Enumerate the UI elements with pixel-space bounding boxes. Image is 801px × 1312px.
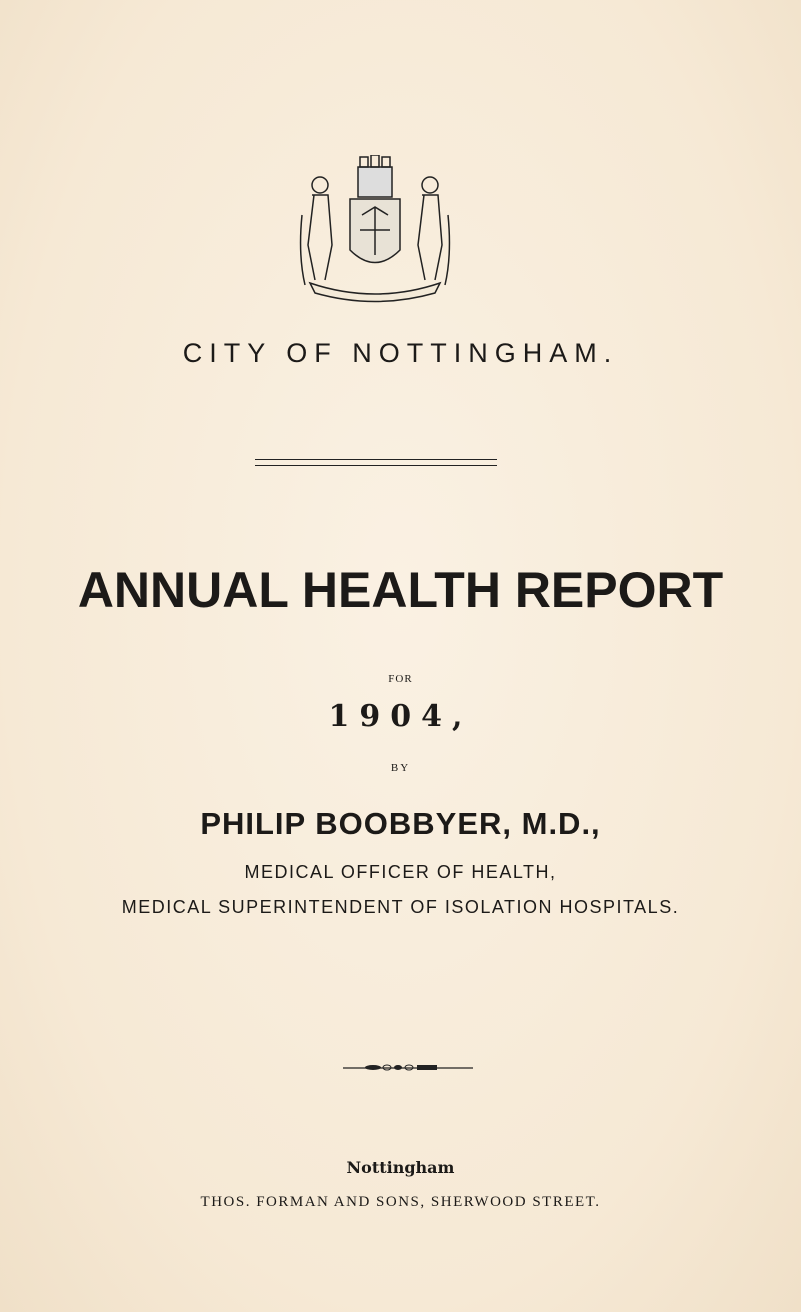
author-role-medical-officer: MEDICAL OFFICER OF HEALTH, xyxy=(244,862,557,882)
coat-of-arms-crest xyxy=(290,155,460,305)
ornamental-divider xyxy=(343,1063,473,1071)
author-name: PHILIP BOOBBYER, M.D., xyxy=(200,806,601,841)
report-title: ANNUAL HEALTH REPORT xyxy=(77,562,724,618)
author-role-superintendent: MEDICAL SUPERINTENDENT OF ISOLATION HOSPITALS. xyxy=(121,897,680,917)
by-label: BY xyxy=(390,762,411,774)
imprint-place: Nottingham xyxy=(346,1158,455,1177)
city-heading: CITY OF NOTTINGHAM. xyxy=(182,338,619,368)
imprint-printer: THOS. FORMAN AND SONS, SHERWOOD STREET. xyxy=(200,1194,601,1210)
report-year: 1904, xyxy=(328,699,473,734)
for-label: FOR xyxy=(388,673,413,685)
double-rule-divider xyxy=(255,459,497,466)
